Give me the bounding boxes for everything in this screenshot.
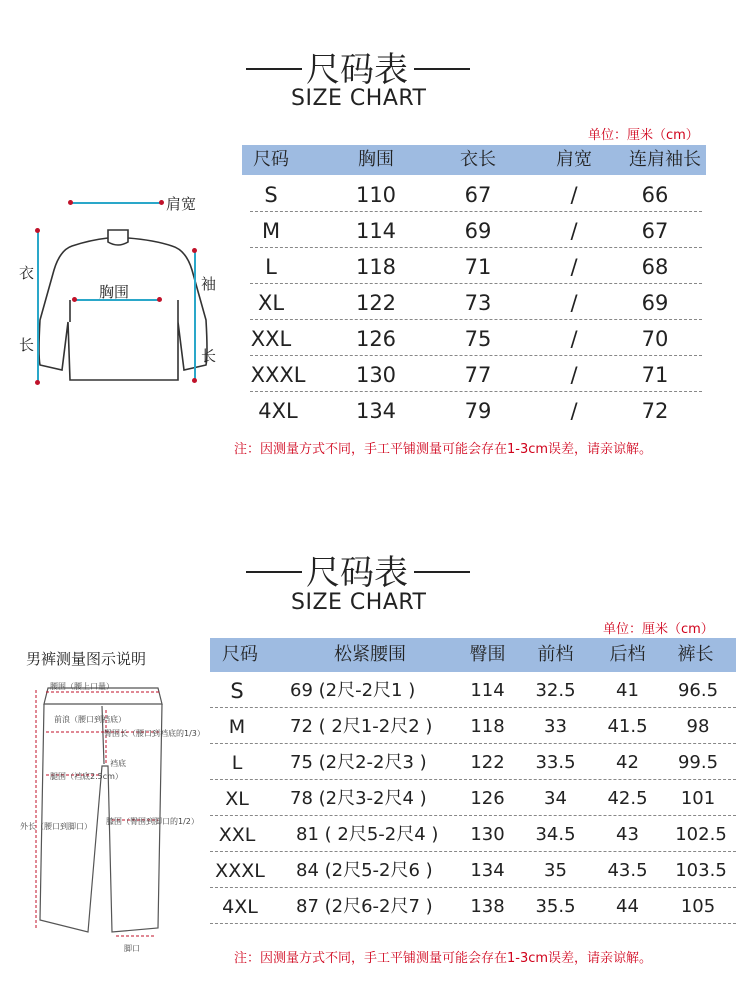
bottom-cell-front-rise: 35.5	[535, 896, 576, 917]
top-cell-sleeve: 67	[641, 219, 669, 243]
top-cell-chest: 126	[355, 327, 397, 351]
top-th-sleeve: 连肩袖长	[629, 149, 701, 170]
top-table-header	[242, 145, 706, 175]
title-line-right-2	[414, 571, 470, 573]
bottom-cell-waist: 81 ( 2尺5-2尺4 )	[296, 824, 439, 845]
bottom-th-waist: 松紧腰围	[334, 644, 406, 665]
table-row	[242, 212, 706, 248]
length-line	[37, 230, 39, 382]
jacket-outline-icon	[39, 230, 207, 380]
top-cell-length: 71	[464, 255, 492, 279]
shoulder-line	[70, 202, 161, 204]
table-row	[242, 320, 706, 356]
top-cell-shoulder: /	[570, 219, 578, 243]
bottom-cell-front-rise: 33	[544, 716, 567, 737]
sleeve-label-1: 袖	[201, 275, 217, 293]
top-cell-sleeve: 70	[641, 327, 669, 351]
crotch-label: 裆底	[110, 759, 126, 768]
chest-dot-right	[157, 297, 162, 302]
bottom-cell-waist: 84 (2尺5-2尺6 )	[296, 860, 433, 881]
top-cell-length: 77	[464, 363, 492, 387]
bottom-cell-back-rise: 42.5	[607, 788, 648, 809]
top-th-chest: 胸围	[358, 149, 394, 170]
top-title-cn: 尺码表	[306, 50, 408, 90]
top-cell-sleeve: 68	[641, 255, 669, 279]
bottom-cell-waist: 78 (2尺3-2尺4 )	[290, 788, 427, 809]
bottom-th-size: 尺码	[222, 644, 258, 665]
bottom-cell-back-rise: 42	[616, 752, 639, 773]
length-dot-bottom	[35, 380, 40, 385]
top-cell-shoulder: /	[570, 399, 578, 423]
table-row	[210, 744, 736, 780]
bottom-cell-front-rise: 35	[544, 860, 567, 881]
table-row	[210, 888, 736, 924]
top-cell-size: M	[261, 219, 281, 243]
bottom-table-header	[210, 638, 736, 672]
table-row	[242, 176, 706, 212]
chest-dot-left	[72, 297, 77, 302]
table-row	[242, 356, 706, 392]
bottom-unit: 单位：厘米（cm）	[603, 622, 714, 637]
top-cell-chest: 110	[355, 183, 397, 207]
chest-label: 胸围	[99, 283, 130, 301]
bottom-cell-length: 99.5	[677, 752, 719, 773]
sleeve-label-2: 长	[201, 347, 217, 365]
shoulder-dot-right	[159, 200, 164, 205]
bottom-cell-front-rise: 34	[544, 788, 567, 809]
top-cell-length: 73	[464, 291, 492, 315]
title-line-left	[246, 68, 302, 70]
knee-label: 膝围（臀围到脚口的1/2）	[106, 817, 199, 826]
top-cell-size: XXL	[250, 327, 292, 351]
top-th-length: 衣长	[460, 149, 496, 170]
length-label-1: 衣	[19, 264, 35, 282]
top-cell-chest: 118	[355, 255, 397, 279]
bottom-cell-front-rise: 32.5	[535, 680, 576, 701]
top-cell-sleeve: 71	[641, 363, 669, 387]
hip-label: 臀围长（腰口到裆底的1/3）	[104, 729, 205, 738]
top-cell-shoulder: /	[570, 363, 578, 387]
bottom-cell-size: XXXL	[215, 860, 265, 882]
bottom-note: 注：因测量方式不同，手工平铺测量可能会存在1-3cm误差，请亲谅解。	[234, 951, 653, 966]
sleeve-dot-top	[192, 248, 197, 253]
title-line-right	[414, 68, 470, 70]
top-cell-size: L	[265, 255, 277, 279]
bottom-th-length: 裤长	[677, 644, 714, 665]
table-row	[210, 672, 736, 708]
bottom-cell-front-rise: 33.5	[535, 752, 576, 773]
bottom-th-front-rise: 前档	[537, 644, 574, 665]
top-cell-length: 79	[464, 399, 492, 423]
top-cell-sleeve: 72	[641, 399, 669, 423]
bottom-cell-back-rise: 44	[616, 896, 639, 917]
bottom-cell-waist: 72 ( 2尺1-2尺2 )	[290, 716, 433, 737]
table-row	[242, 392, 706, 428]
bottom-cell-hip: 118	[470, 716, 505, 737]
bottom-cell-hip: 126	[470, 788, 505, 809]
bottom-cell-back-rise: 43.5	[607, 860, 648, 881]
bottom-cell-hip: 114	[470, 680, 505, 701]
bottom-cell-back-rise: 43	[616, 824, 639, 845]
bottom-cell-size: L	[231, 752, 243, 774]
top-cell-chest: 130	[355, 363, 397, 387]
bottom-cell-back-rise: 41.5	[607, 716, 648, 737]
bottom-cell-hip: 130	[470, 824, 505, 845]
bottom-cell-length: 105	[680, 896, 716, 917]
top-cell-length: 69	[464, 219, 492, 243]
top-note: 注：因测量方式不同，手工平铺测量可能会存在1-3cm误差，请亲谅解。	[234, 442, 653, 457]
top-cell-size: S	[264, 183, 278, 207]
bottom-cell-front-rise: 34.5	[535, 824, 576, 845]
bottom-cell-length: 103.5	[675, 860, 727, 881]
bottom-cell-hip: 122	[470, 752, 505, 773]
bottom-cell-length: 98	[686, 716, 710, 737]
bottom-cell-back-rise: 41	[616, 680, 639, 701]
row-divider	[210, 923, 736, 924]
top-cell-chest: 114	[355, 219, 397, 243]
shoulder-label: 肩宽	[166, 195, 197, 213]
top-cell-sleeve: 69	[641, 291, 669, 315]
front-rise-label: 前浪（腰口到裆底）	[54, 715, 126, 724]
bottom-cell-size: XL	[225, 788, 249, 810]
top-th-shoulder: 肩宽	[556, 149, 592, 170]
hem-label: 脚口	[124, 944, 140, 953]
top-cell-shoulder: /	[570, 291, 578, 315]
bottom-cell-size: M	[228, 716, 246, 738]
top-cell-shoulder: /	[570, 183, 578, 207]
top-cell-size: 4XL	[258, 399, 298, 423]
bottom-cell-size: XXL	[218, 824, 256, 846]
bottom-cell-hip: 138	[470, 896, 505, 917]
top-cell-sleeve: 66	[641, 183, 669, 207]
top-unit: 单位：厘米（cm）	[588, 128, 699, 143]
sleeve-line	[194, 250, 196, 380]
shoulder-dot-left	[68, 200, 73, 205]
sleeve-dot-bottom	[192, 378, 197, 383]
bottom-title-cn: 尺码表	[306, 553, 408, 593]
top-cell-size: XL	[257, 291, 285, 315]
bottom-cell-waist: 87 (2尺6-2尺7 )	[296, 896, 433, 917]
bottom-cell-hip: 134	[470, 860, 505, 881]
top-cell-shoulder: /	[570, 327, 578, 351]
bottom-cell-size: S	[230, 679, 244, 703]
table-row	[242, 284, 706, 320]
table-row	[210, 780, 736, 816]
pants-diagram-title: 男裤测量图示说明	[26, 650, 147, 668]
title-line-left-2	[246, 571, 302, 573]
table-row	[210, 852, 736, 888]
bottom-cell-length: 96.5	[677, 680, 719, 701]
bottom-title-en: SIZE CHART	[291, 590, 427, 615]
top-cell-shoulder: /	[570, 255, 578, 279]
table-row	[210, 816, 736, 852]
bottom-cell-length: 102.5	[675, 824, 727, 845]
length-label-2: 长	[19, 336, 35, 354]
top-title-en: SIZE CHART	[291, 86, 427, 111]
bottom-cell-size: 4XL	[222, 896, 258, 918]
top-cell-chest: 134	[355, 399, 397, 423]
bottom-cell-length: 101	[680, 788, 716, 809]
thigh-label: 腿围（裆底2.5cm）	[50, 772, 123, 781]
table-row	[210, 708, 736, 744]
length-dot-top	[35, 228, 40, 233]
top-cell-length: 75	[464, 327, 492, 351]
top-cell-chest: 122	[355, 291, 397, 315]
bottom-cell-waist: 69 (2尺-2尺1 )	[290, 680, 416, 701]
waist-label: 腰围（腰上口量）	[50, 682, 114, 691]
bottom-th-hip: 臀围	[469, 644, 506, 665]
bottom-th-back-rise: 后档	[609, 644, 646, 665]
top-cell-length: 67	[464, 183, 492, 207]
bottom-cell-waist: 75 (2尺2-2尺3 )	[290, 752, 427, 773]
outseam-label: 外长（腰口到脚口）	[20, 822, 92, 831]
table-row	[242, 248, 706, 284]
top-th-size: 尺码	[253, 149, 289, 170]
top-cell-size: XXXL	[250, 363, 306, 387]
